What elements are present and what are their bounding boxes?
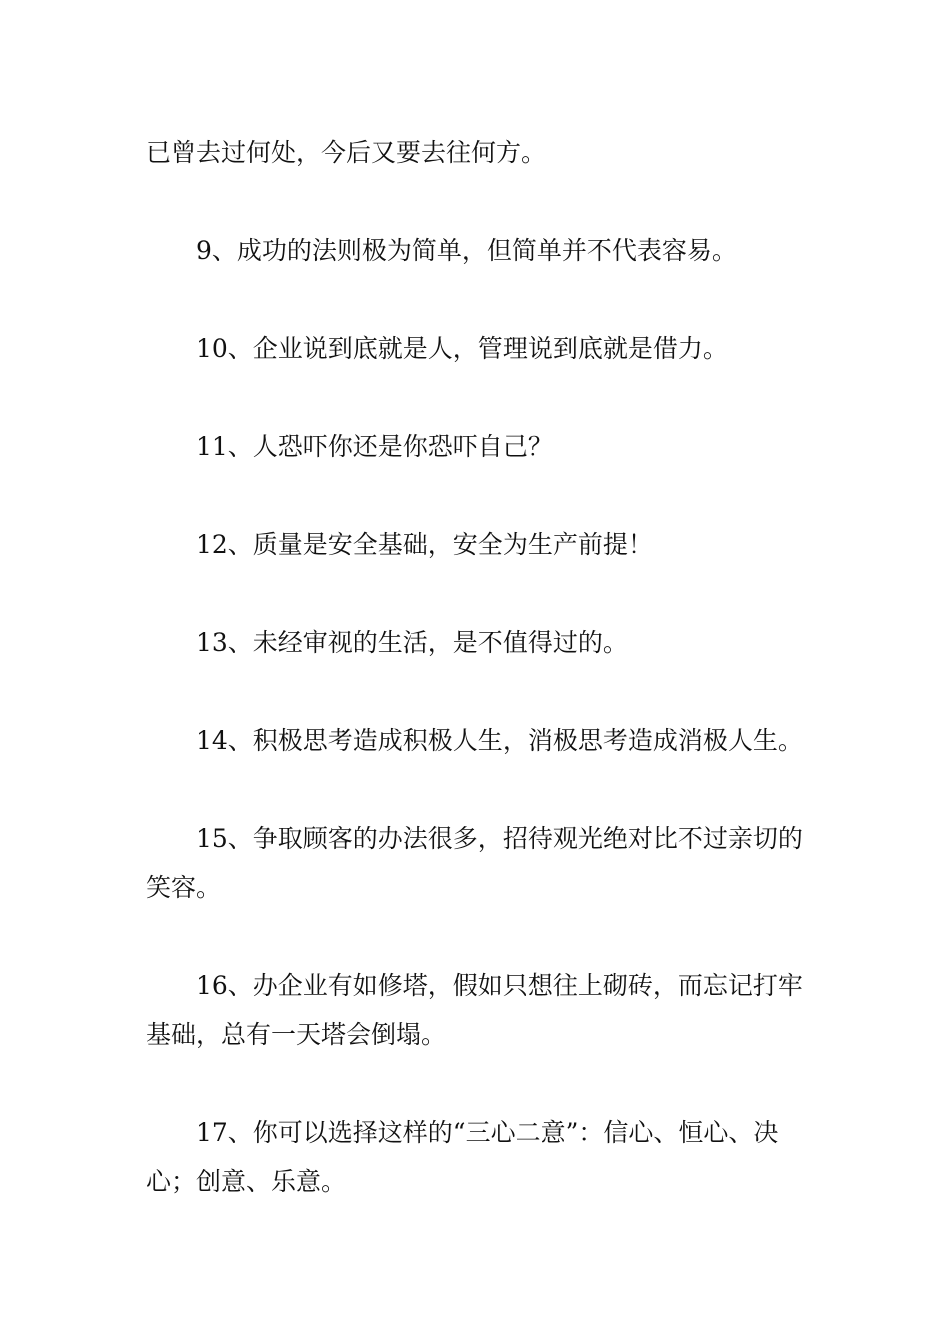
quote-13: 13、未经审视的生活，是不值得过的。 [196,628,628,657]
quote-10: 10、企业说到底就是人，管理说到底就是借力。 [196,334,728,363]
paragraph-continuation: 已曾去过何处，今后又要去往何方。 [146,138,547,167]
quote-11: 11、人恐吓你还是你恐吓自己？ [196,432,553,461]
quote-12: 12、质量是安全基础，安全为生产前提！ [196,530,653,559]
quote-17: 17、你可以选择这样的“三心二意”：信心、恒心、决心；创意、乐意。 [146,1118,779,1196]
quote-16: 16、办企业有如修塔，假如只想往上砌砖，而忘记打牢基础，总有一天塔会倒塌。 [146,971,803,1049]
document-body [146,128,808,1255]
quote-15: 15、争取顾客的办法很多，招待观光绝对比不过亲切的笑容。 [146,824,803,902]
quote-9: 9、成功的法则极为简单，但简单并不代表容易。 [196,236,737,265]
quote-14: 14、积极思考造成积极人生，消极思考造成消极人生。 [196,726,803,755]
